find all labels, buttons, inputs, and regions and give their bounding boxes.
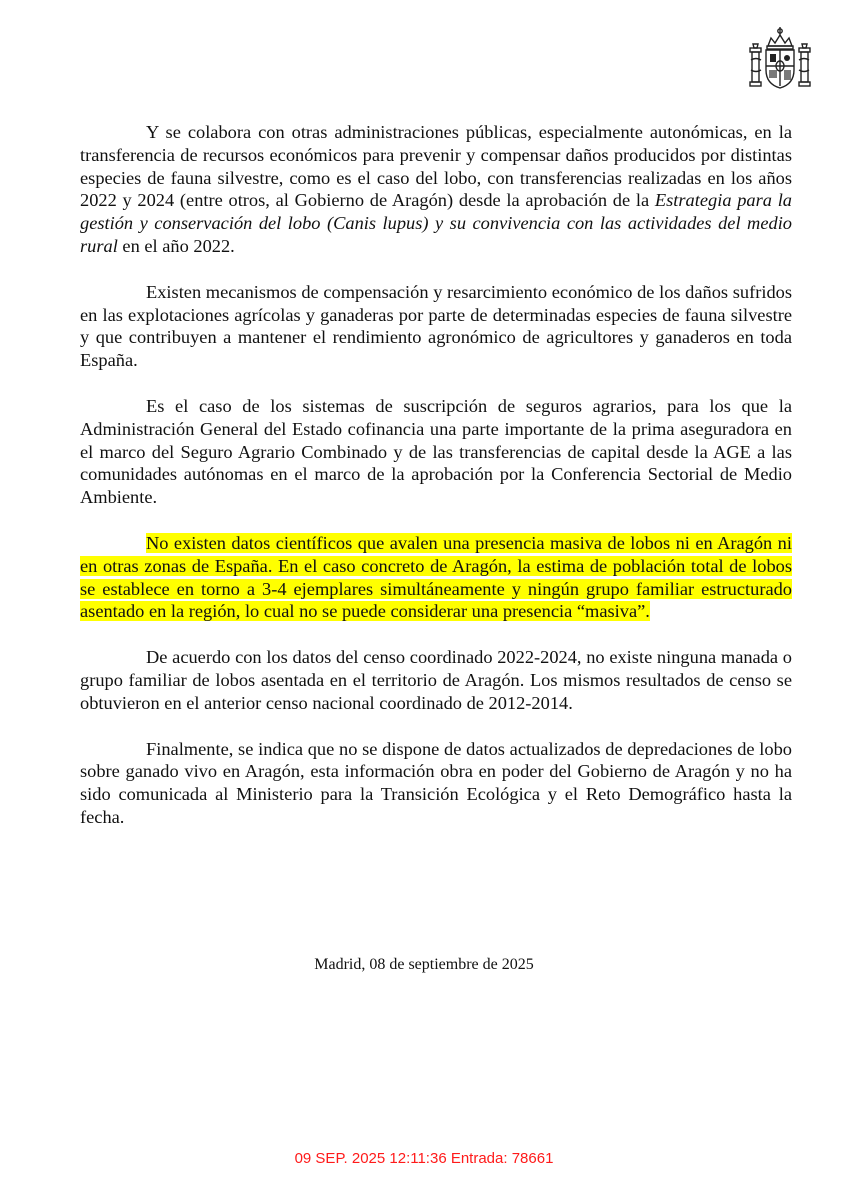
paragraph-4 xyxy=(80,532,792,623)
paragraph-3 xyxy=(80,395,792,509)
italic-title: Estrategia para la gestión y conservación del lobo (Canis lupus) y su convivencia con las actividades del medio rural xyxy=(80,190,792,256)
paragraph-text: Existen mecanismos de compensación y resarcimiento económico de los daños sufridos en las explotaciones agrícolas y ganaderas por parte de determinadas especies de fauna silvestre y que contribuyen a mantener el rendimiento agronómico de agricultores y ganaderos en toda España. xyxy=(80,281,792,371)
date-line: Madrid, 08 de septiembre de 2025 xyxy=(314,956,534,973)
paragraph-text: Y se colabora con otras administraciones públicas, especialmente autonómicas, en la transferencia de recursos económicos para prevenir y compensar daños producidos por distintas especies de fauna silvestre, como es el caso del lobo, con transferencias realizadas en los años 2022 y 2024 (entre otros, al Gobierno de Aragón) desde la aprobación de la xyxy=(80,122,792,211)
paragraph-text: en el año 2022. xyxy=(117,235,235,256)
highlighted-text: No existen datos científicos que avalen una presencia masiva de lobos ni en Aragón ni en otras zonas de España. En el caso concreto de Aragón, la estima de población total de lobos se establece en torno a 3-4 ejemplares simultáneamente y ningún grupo familiar estructurado asentado en la región, lo cual no se puede considerar una presencia “masiva”. xyxy=(80,532,792,622)
paragraph-1 xyxy=(80,121,792,258)
paragraph-text: Finalmente, se indica que no se dispone de datos actualizados de depredaciones de lobo sobre ganado vivo en Aragón, esta información obra en poder del Gobierno de Aragón y no ha sido comunicada al Ministerio para la Transición Ecológica y el Reto Demográfico hasta la fecha. xyxy=(80,738,792,827)
paragraph-text: De acuerdo con los datos del censo coordinado 2022-2024, no existe ninguna manada o grupo familiar de lobos asentada en el territorio de Aragón. Los mismos resultados de censo se obtuvieron en el anterior censo nacional coordinado de 2012-2014. xyxy=(80,647,792,713)
spain-coat-of-arms-icon xyxy=(748,26,812,92)
paragraph-text: Es el caso de los sistemas de suscripción de seguros agrarios, para los que la Administración General del Estado cofinancia una parte importante de la prima aseguradora en el marco del Seguro Agrario Combinado y de las transferencias de capital desde la AGE a las comunidades autónomas en el marco de la aprobación por la Conferencia Sectorial de Medio Ambiente. xyxy=(80,395,792,508)
entry-stamp: 09 SEP. 2025 12:11:36 Entrada: 78661 xyxy=(294,1150,554,1167)
document-body xyxy=(80,121,792,852)
paragraph-2 xyxy=(80,281,792,372)
paragraph-6 xyxy=(80,738,792,829)
paragraph-5 xyxy=(80,646,792,714)
